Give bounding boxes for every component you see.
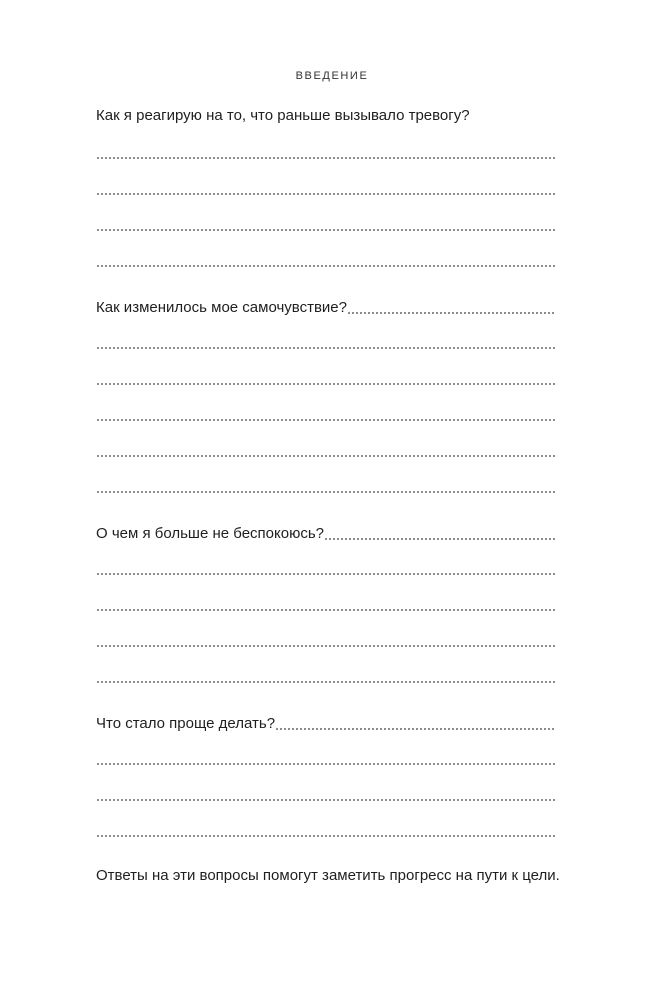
answer-line-3-3[interactable] bbox=[96, 645, 556, 647]
question-2-answer-line[interactable] bbox=[347, 312, 556, 314]
answer-line-4-3[interactable] bbox=[96, 835, 556, 837]
question-4-answer-line[interactable] bbox=[275, 728, 556, 730]
answer-line-2-1[interactable] bbox=[96, 347, 556, 349]
question-2 bbox=[96, 298, 556, 318]
answer-line-2-5[interactable] bbox=[96, 491, 556, 493]
question-3-text: О чем я больше не беспокоюсь? bbox=[96, 525, 324, 542]
answer-line-4-1[interactable] bbox=[96, 763, 556, 765]
answer-line-4-2[interactable] bbox=[96, 799, 556, 801]
answer-line-2-4[interactable] bbox=[96, 455, 556, 457]
question-3 bbox=[96, 524, 556, 544]
answer-line-2-2[interactable] bbox=[96, 383, 556, 385]
answer-line-3-1[interactable] bbox=[96, 573, 556, 575]
section-header: ВВЕДЕНИЕ bbox=[295, 70, 369, 82]
footer-note: Ответы на эти вопросы помогут заметить прогресс на пути к цели. bbox=[96, 867, 560, 884]
question-1-text: Как я реагирую на то, что раньше вызывало тревогу? bbox=[96, 107, 470, 124]
question-4-text: Что стало проще делать? bbox=[96, 715, 276, 732]
answer-line-1-2[interactable] bbox=[96, 193, 556, 195]
question-1 bbox=[96, 106, 556, 126]
answer-line-1-4[interactable] bbox=[96, 265, 556, 267]
answer-line-1-3[interactable] bbox=[96, 229, 556, 231]
question-3-answer-line[interactable] bbox=[324, 538, 556, 540]
question-4 bbox=[96, 714, 556, 734]
answer-line-3-4[interactable] bbox=[96, 681, 556, 683]
answer-line-2-3[interactable] bbox=[96, 419, 556, 421]
answer-line-3-2[interactable] bbox=[96, 609, 556, 611]
question-2-text: Как изменилось мое самочувствие? bbox=[96, 299, 347, 316]
answer-line-1-1[interactable] bbox=[96, 157, 556, 159]
